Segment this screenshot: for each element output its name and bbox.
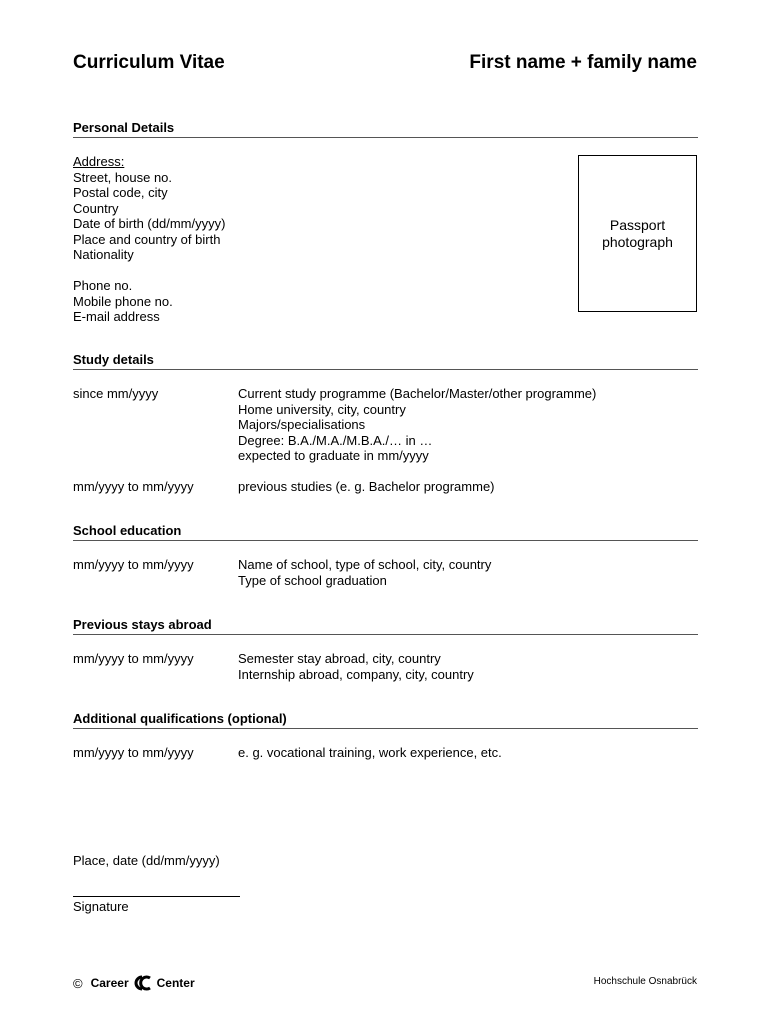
study-date: since mm/yyyy — [73, 386, 159, 401]
study-line: Degree: B.A./M.A./M.B.A./… in … — [238, 432, 433, 448]
career-center-logo — [73, 975, 195, 991]
previous-study-date: mm/yyyy to mm/yyyy — [73, 479, 194, 494]
abroad-line: Semester stay abroad, city, country — [238, 651, 441, 666]
previous-study-text: previous studies (e. g. Bachelor programme) — [238, 479, 495, 494]
abroad-entry — [238, 651, 474, 682]
section-heading-additional: Additional qualifications (optional) — [73, 711, 698, 729]
cc-logo-icon — [133, 975, 153, 991]
school-date: mm/yyyy to mm/yyyy — [73, 557, 194, 572]
school-line: Type of school graduation — [238, 572, 387, 588]
address-line: Date of birth (dd/mm/yyyy) — [73, 216, 226, 231]
contact-line: E-mail address — [73, 309, 160, 324]
additional-date: mm/yyyy to mm/yyyy — [73, 745, 194, 760]
section-heading-school: School education — [73, 523, 698, 541]
contact-line: Mobile phone no. — [73, 293, 173, 309]
signature-label: Signature — [73, 899, 129, 914]
signature-line — [73, 896, 240, 897]
abroad-date: mm/yyyy to mm/yyyy — [73, 651, 194, 666]
study-entry — [238, 386, 596, 464]
study-line: Majors/specialisations — [238, 417, 366, 432]
section-heading-abroad: Previous stays abroad — [73, 617, 698, 635]
section-heading-personal: Personal Details — [73, 120, 698, 138]
copyright-symbol: © — [73, 975, 83, 991]
school-line: Name of school, type of school, city, country — [238, 557, 492, 572]
brand-text-left: Career — [90, 976, 129, 990]
brand-text-right: Center — [156, 976, 195, 990]
address-line: Nationality — [73, 247, 134, 262]
study-line: Current study programme (Bachelor/Master/other programme) — [238, 386, 597, 401]
passport-photo-box — [578, 155, 697, 312]
address-line: Place and country of birth — [73, 231, 221, 247]
photo-label: Passport — [609, 216, 666, 233]
section-heading-study: Study details — [73, 352, 698, 370]
address-line: Postal code, city — [73, 185, 168, 200]
document-title: Curriculum Vitae — [73, 52, 225, 73]
photo-label: photograph — [602, 233, 673, 250]
contact-line: Phone no. — [73, 278, 133, 293]
school-entry — [238, 557, 491, 588]
additional-text: e. g. vocational training, work experience, etc. — [238, 745, 502, 760]
study-line: expected to graduate in mm/yyyy — [238, 448, 429, 463]
study-line: Home university, city, country — [238, 401, 406, 417]
personal-details-block — [73, 154, 225, 325]
address-label: Address: — [73, 154, 125, 169]
institution-name: Hochschule Osnabrück — [593, 976, 697, 987]
abroad-line: Internship abroad, company, city, country — [238, 666, 474, 682]
name-placeholder: First name + family name — [469, 52, 697, 73]
address-line: Street, house no. — [73, 169, 173, 185]
place-date-label: Place, date (dd/mm/yyyy) — [73, 853, 220, 868]
address-line: Country — [73, 200, 119, 216]
